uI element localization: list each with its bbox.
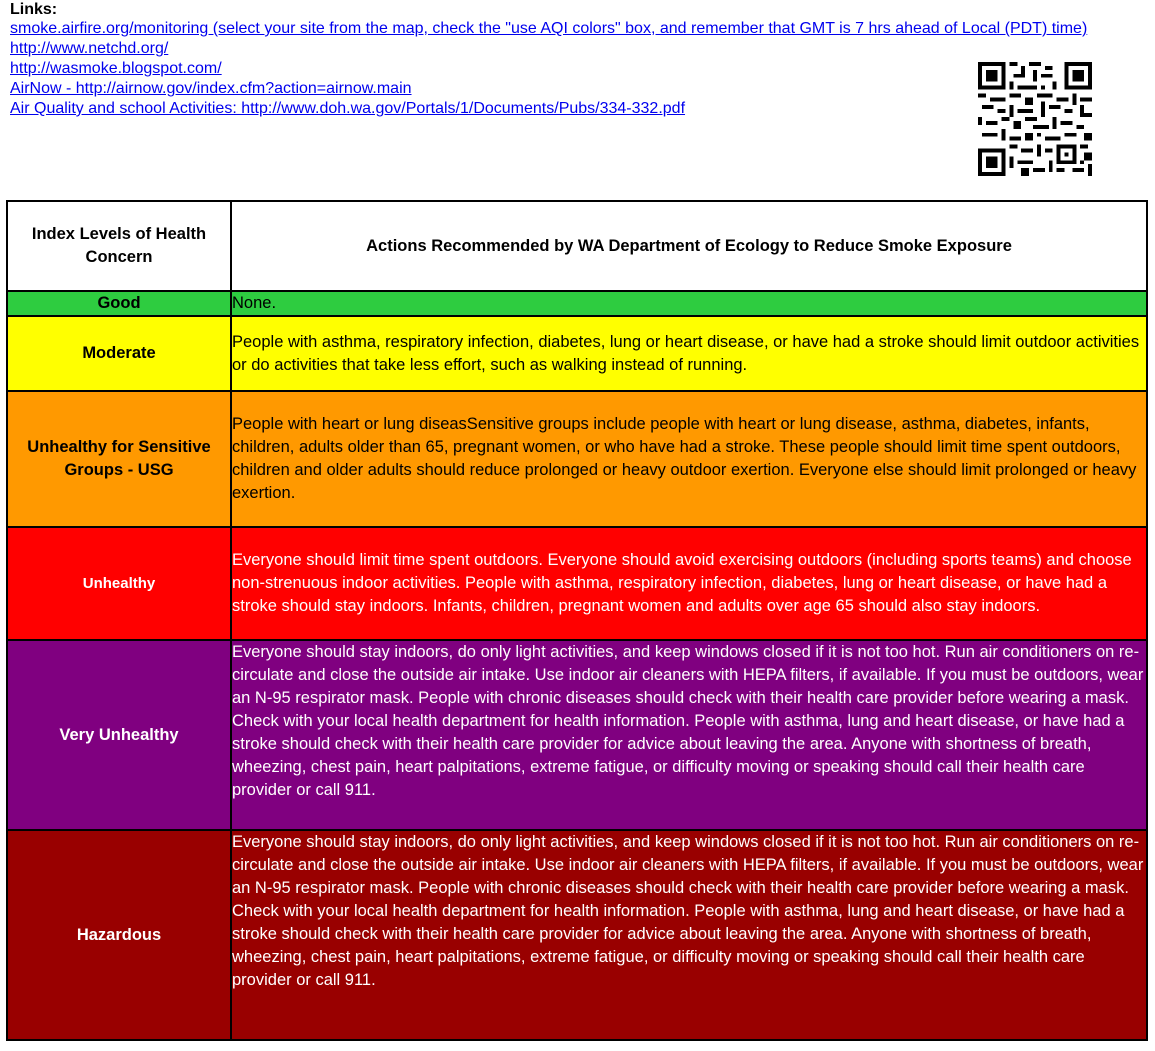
action-text: Check with your local health department for health information. People with asthma, lung and heart disease, or have had a stroke should check with their health care provider for advice about leaving the area. Anyone with shortness of breath, wheezing, chest pain, heart palpitations, extreme fatigue, or difficulty moving or speaking should call their health care provider or call 911. bbox=[232, 712, 1125, 799]
action-usg bbox=[231, 391, 1147, 527]
action-very-unhealthy bbox=[231, 640, 1147, 830]
link-airnow[interactable]: AirNow - http://airnow.gov/index.cfm?action=airnow.main bbox=[10, 80, 412, 97]
action-text: People with heart or lung diseasSensitive groups include people with heart or lung disease, asthma, diabetes, infants, children, adults older than 65, pregnant women, or who have had a stroke. These people should limit time spent outdoors, children and older adults should reduce prolonged or heavy outdoor exertion. Everyone else should limit prolonged or heavy exertion. bbox=[232, 415, 1137, 502]
table-header-row bbox=[7, 201, 1147, 291]
action-text: Everyone should limit time spent outdoors. Everyone should avoid exercising outdoors (including sports teams) and choose non-strenuous indoor activities. People with asthma, respiratory infection, diabetes, lung or heart disease, or have had a stroke should stay indoors. Infants, children, pregnant women and adults over age 65 should also stay indoors. bbox=[232, 551, 1132, 615]
action-hazardous bbox=[231, 830, 1147, 1040]
link-doh-school-activities[interactable]: Air Quality and school Activities: http://www.doh.wa.gov/Portals/1/Documents/Pubs/334-332.pdf bbox=[10, 100, 686, 117]
action-moderate bbox=[231, 316, 1147, 391]
header-action: Actions Recommended by WA Department of Ecology to Reduce Smoke Exposure bbox=[231, 201, 1147, 291]
link-wasmoke-blog[interactable]: http://wasmoke.blogspot.com/ bbox=[10, 60, 222, 77]
header-level: Index Levels of Health Concern bbox=[7, 201, 231, 291]
action-good bbox=[231, 291, 1147, 316]
table-row bbox=[7, 291, 1147, 316]
level-moderate: Moderate bbox=[7, 316, 231, 391]
level-hazardous: Hazardous bbox=[7, 830, 231, 1040]
table-row bbox=[7, 830, 1147, 1040]
action-text: Everyone should stay indoors, do only light activities, and keep windows closed if it is not too hot. Run air conditioners on re-circulate and close the outside air intake. Use indoor air cleaners with HEPA filters, if available. If you must be outdoors, wear an N-95 respirator mask. People with chronic diseases should check with their health care provider before wearing a mask. bbox=[232, 833, 1144, 897]
action-unhealthy bbox=[231, 527, 1147, 640]
level-good: Good bbox=[7, 291, 231, 316]
action-text: People with asthma, respiratory infection, diabetes, lung or heart disease, or have had a stroke should limit outdoor activities or do activities that take less effort, such as walking instead of running. bbox=[232, 332, 1140, 374]
level-usg: Unhealthy for Sensitive Groups - USG bbox=[7, 391, 231, 527]
qr-code-icon bbox=[978, 62, 1092, 176]
table-row bbox=[7, 391, 1147, 527]
link-smoke-airfire[interactable]: smoke.airfire.org/monitoring (select your site from the map, check the "use AQI colors" box, and remember that GMT is 7 hrs ahead of Local (PDT) time) bbox=[10, 20, 1088, 37]
link-netchd[interactable]: http://www.netchd.org/ bbox=[10, 40, 169, 57]
level-unhealthy: Unhealthy bbox=[7, 527, 231, 640]
table-row bbox=[7, 640, 1147, 830]
action-text: None. bbox=[232, 294, 277, 312]
links-title: Links: bbox=[10, 1, 58, 18]
table-row bbox=[7, 316, 1147, 391]
aqi-health-table bbox=[6, 200, 1146, 1041]
level-very-unhealthy: Very Unhealthy bbox=[7, 640, 231, 830]
table-row bbox=[7, 527, 1147, 640]
action-text: Check with your local health department for health information. People with asthma, lung and heart disease, or have had a stroke should check with their health care provider for advice about leaving the area. Anyone with shortness of breath, wheezing, chest pain, heart palpitations, extreme fatigue, or difficulty moving or speaking should call their health care provider or call 911. bbox=[232, 902, 1125, 989]
action-text: Everyone should stay indoors, do only light activities, and keep windows closed if it is not too hot. Run air conditioners on re-circulate and close the outside air intake. Use indoor air cleaners with HEPA filters, if available. If you must be outdoors, wear an N-95 respirator mask. People with chronic diseases should check with their health care provider before wearing a mask. bbox=[232, 643, 1144, 707]
